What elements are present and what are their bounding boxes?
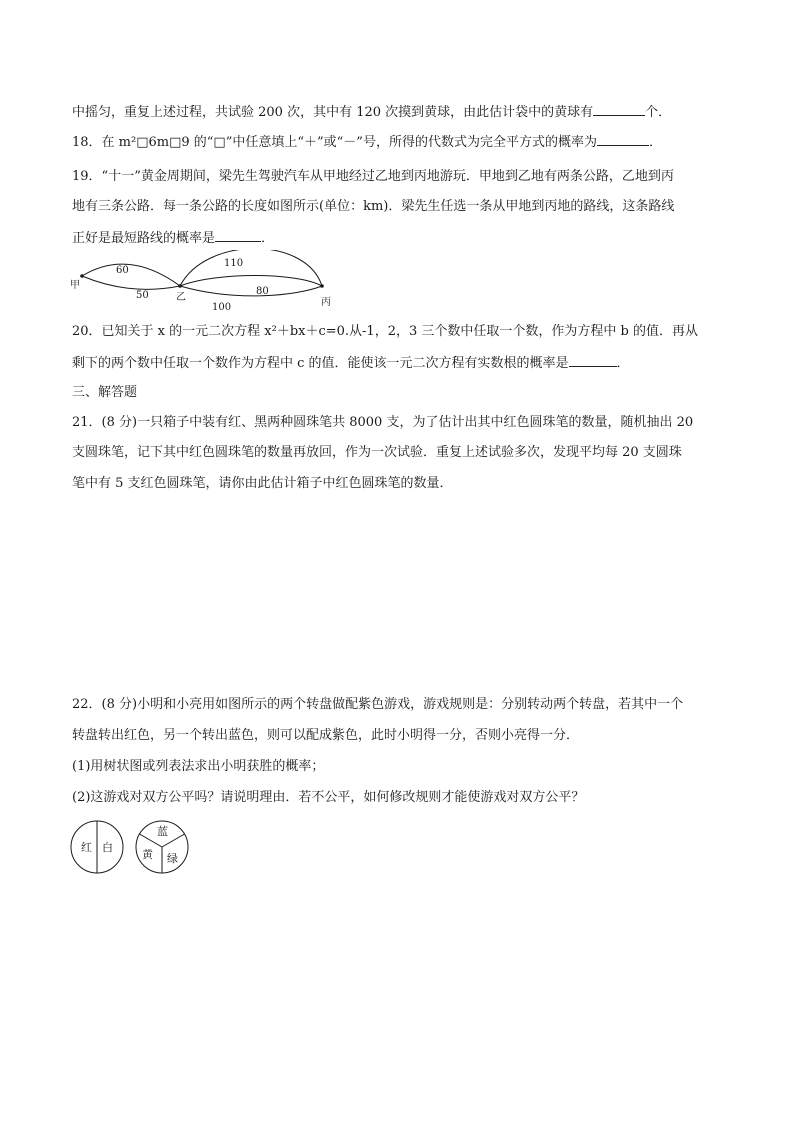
road-yi-bing-80 xyxy=(180,276,322,287)
label-jia: 甲 xyxy=(70,280,80,291)
spinners-figure xyxy=(66,818,196,876)
distance-60: 60 xyxy=(116,265,129,276)
sector-red-label: 红 xyxy=(81,841,92,854)
answer-blank-q19[interactable] xyxy=(215,228,261,242)
sector-blue-label: 蓝 xyxy=(157,825,168,838)
spinner-blue-yellow-green xyxy=(136,821,188,873)
label-yi: 乙 xyxy=(176,292,186,303)
distance-100: 100 xyxy=(212,302,232,312)
answer-blank-q20[interactable] xyxy=(569,353,617,367)
spinner-red-white xyxy=(71,821,123,873)
question-22-part1: (1)用树状图或列表法求出小明获胜的概率； xyxy=(72,759,325,774)
point-bing xyxy=(320,284,324,288)
distance-50: 50 xyxy=(136,290,149,301)
road-distance-figure xyxy=(66,250,356,312)
question-19-line2: 地有三条公路．每一条公路的长度如图所示(单位：km)．梁先生任选一条从甲地到丙地的路线，这条路线 xyxy=(72,199,675,214)
question-19-line1: 19．“十一”黄金周期间，梁先生驾驶汽车从甲地经过乙地到丙地游玩．甲地到乙地有两条公路，乙地到丙 xyxy=(72,169,674,184)
question-22-line1: 22．(8 分)小明和小亮用如图所示的两个转盘做配紫色游戏，游戏规则是：分别转动两个转盘，若其中一个 xyxy=(72,697,684,712)
question-21-line2: 支圆珠笔，记下其中红色圆珠笔的数量再放回，作为一次试验．重复上述试验多次，发现平均每 20 支圆珠 xyxy=(72,445,682,460)
distance-80: 80 xyxy=(256,286,269,297)
text-line-q17-end: 中摇匀，重复上述过程，共试验 200 次，其中有 120 次摸到黄球，由此估计袋中的黄球有 个． xyxy=(72,102,732,122)
answer-blank-q18[interactable] xyxy=(597,132,649,146)
answer-blank-q17[interactable] xyxy=(593,102,645,116)
road-yi-bing-100 xyxy=(180,286,322,296)
point-jia xyxy=(80,274,84,278)
question-21-line1: 21．(8 分)一只箱子中装有红、黑两种圆珠笔共 8000 支，为了估计出其中红色圆珠笔的数量，随机抽出 20 xyxy=(72,415,694,430)
road-yi-bing-110 xyxy=(180,250,322,286)
distance-110: 110 xyxy=(224,258,244,269)
road-jia-yi-60 xyxy=(82,264,180,286)
sector-yellow-label: 黄 xyxy=(142,848,153,861)
question-20-line2: 剩下的两个数中任取一个数作为方程中 c 的值．能使该一元二次方程有实数根的概率是 ． xyxy=(72,353,732,373)
question-22-line2: 转盘转出红色，另一个转出蓝色，则可以配成紫色，此时小明得一分，否则小亮得一分． xyxy=(72,728,580,743)
question-20-line1: 20．已知关于 x 的一元二次方程 x²＋bx＋c=0.从-1，2，3 三个数中任取一个数，作为方程中 b 的值．再从 xyxy=(72,324,698,339)
question-21-line3: 笔中有 5 支红色圆珠笔，请你由此估计箱子中红色圆珠笔的数量． xyxy=(72,476,453,491)
point-yi xyxy=(178,284,182,288)
section-heading-answer-questions: 三、解答题 xyxy=(72,385,138,400)
label-bing: 丙 xyxy=(321,297,331,308)
road-jia-yi-50 xyxy=(82,276,180,289)
sector-green-label: 绿 xyxy=(167,852,178,865)
question-18: 18．在 m²□6m□9 的“□”中任意填上“＋”或“－”号，所得的代数式为完全平方式的概率为 ． xyxy=(72,132,732,152)
question-22-part2: (2)这游戏对双方公平吗？请说明理由．若不公平，如何修改规则才能使游戏对双方公平？ xyxy=(72,790,585,805)
sector-white-label: 白 xyxy=(102,841,113,854)
question-19-line3: 正好是最短路线的概率是 ． xyxy=(72,228,732,248)
